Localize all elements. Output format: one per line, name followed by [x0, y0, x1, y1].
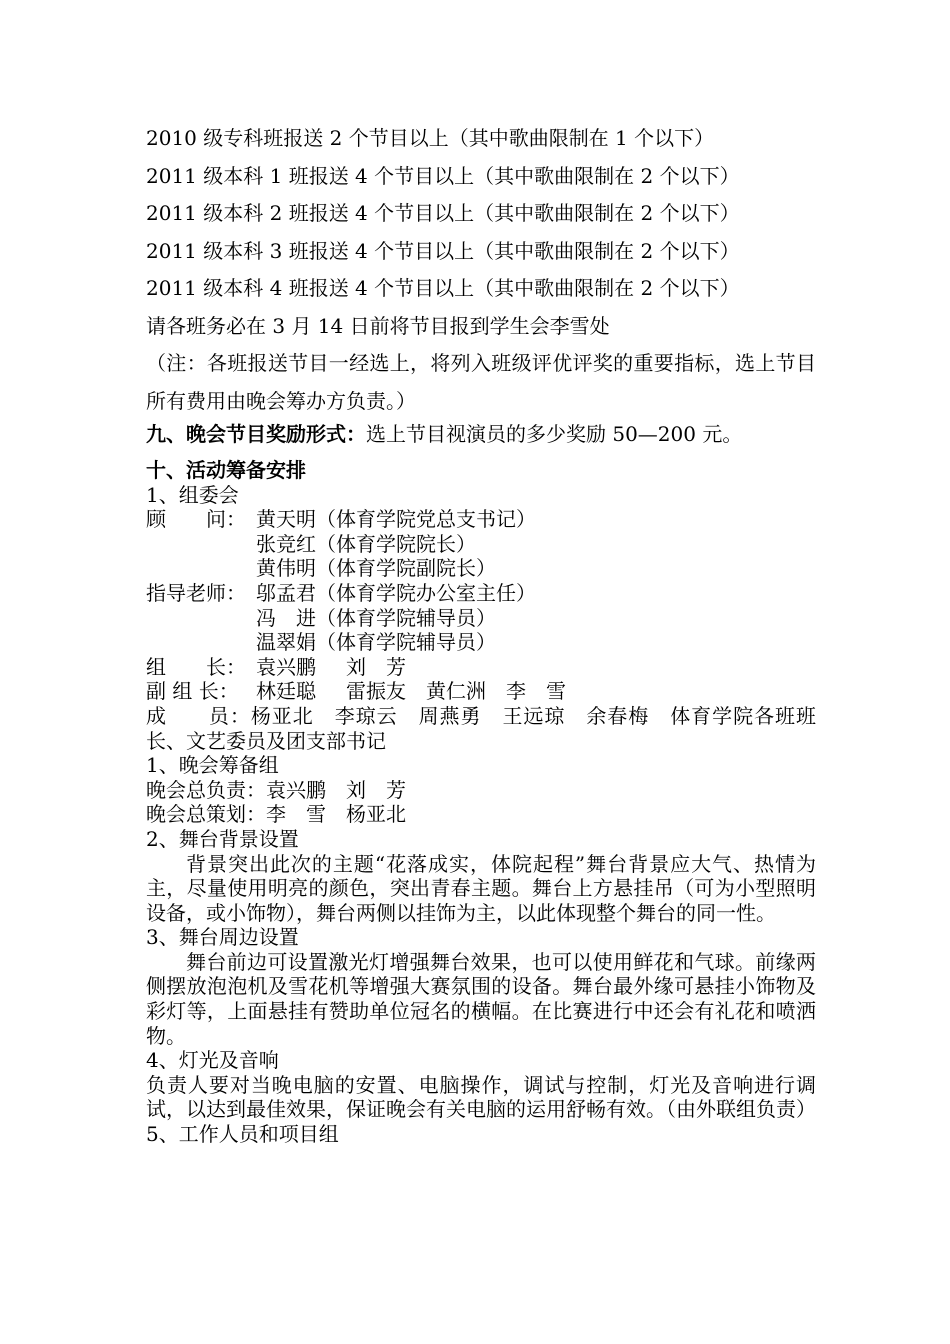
staff-group-title: 5、工作人员和项目组 — [146, 1122, 339, 1147]
vice-leader-label: 副 组 长： — [146, 679, 239, 704]
quota-line: 2011 级本科 4 班报送 4 个节目以上（其中歌曲限制在 2 个以下） — [146, 276, 740, 300]
advisor-name: 张竞红（体育学院院长） — [256, 531, 476, 556]
advisor-name: 黄伟明（体育学院副院长） — [256, 556, 496, 581]
advisor-name: 黄天明（体育学院党总支书记） — [256, 507, 536, 532]
advisor-row — [146, 556, 816, 581]
advisor-row — [146, 507, 816, 532]
vice-leader-row — [146, 679, 816, 704]
quota-line: 2011 级本科 1 班报送 4 个节目以上（其中歌曲限制在 2 个以下） — [146, 163, 740, 188]
prep-group-title: 1、晚会筹备组 — [146, 753, 279, 778]
teacher-name: 邬孟君（体育学院办公室主任） — [256, 580, 536, 605]
leader-label: 组 长： — [146, 654, 246, 679]
lighting-sound-title: 4、灯光及音响 — [146, 1048, 279, 1073]
section-9 — [146, 416, 742, 453]
leader-name: 刘 芳 — [346, 654, 406, 679]
chief-label: 晚会总负责： — [146, 777, 266, 802]
lighting-sound-text: 负责人要对当晚电脑的安置、电脑操作，调试与控制，灯光及音响进行调试，以达到最佳效果，保证晚会有关电脑的运用舒畅有效。（由外联组负责） — [146, 1072, 816, 1122]
teacher-label: 指导老师： — [146, 580, 246, 605]
section-9-heading: 九、晚会节目奖励形式： — [146, 422, 366, 446]
quota-line: 2011 级本科 3 班报送 4 个节目以上（其中歌曲限制在 2 个以下） — [146, 238, 740, 263]
quota-line: 2010 级专科班报送 2 个节目以上（其中歌曲限制在 1 个以下） — [146, 126, 715, 150]
vice-leader-name: 李 雪 — [506, 679, 566, 704]
teacher-row — [146, 581, 816, 606]
stage-surroundings-text: 舞台前边可设置激光灯增强舞台效果，也可以使用鲜花和气球。前缘两侧摆放泡泡机及雪花机等增强大赛氛围的设备。舞台最外缘可悬挂小饰物及彩灯等，上面悬挂有赞助单位冠名的横幅。在比赛进行中还会有礼花和喷洒物。 — [146, 949, 816, 1048]
program-quota-block — [146, 120, 816, 420]
deadline-line: 请各班务必在 3 月 14 日前将节目报到学生会李雪处 — [146, 313, 610, 338]
leader-name: 袁兴鹏 — [256, 654, 316, 679]
member-label: 成 员： — [146, 703, 251, 728]
stage-background-title: 2、舞台背景设置 — [146, 826, 299, 851]
vice-leader-name: 雷振友 — [346, 679, 406, 704]
section-10-heading: 十、活动筹备安排 — [146, 458, 306, 482]
chief-row — [146, 778, 816, 803]
leader-row — [146, 655, 816, 680]
planner-names: 李 雪 杨亚北 — [266, 802, 406, 827]
vice-leader-name: 黄仁洲 — [426, 679, 486, 704]
teacher-row — [146, 606, 816, 631]
planner-label: 晚会总策划： — [146, 802, 266, 827]
vice-leader-name: 林廷聪 — [256, 679, 316, 704]
advisor-row — [146, 532, 816, 557]
teacher-name: 温翠娟（体育学院辅导员） — [256, 630, 496, 655]
planner-row — [146, 802, 816, 827]
quota-line: 2011 级本科 2 班报送 4 个节目以上（其中歌曲限制在 2 个以下） — [146, 201, 740, 225]
stage-surroundings-title: 3、舞台周边设置 — [146, 925, 299, 950]
member-row — [146, 704, 816, 753]
committee-title: 1、组委会 — [146, 482, 239, 507]
stage-background-text: 背景突出此次的主题“花落成实，体院起程”舞台背景应大气、热情为主，尽量使用明亮的颜色，突出青春主题。舞台上方悬挂吊（可为小型照明设备，或小饰物），舞台两侧以挂饰为主，以此体现整个舞台的同一性。 — [146, 851, 816, 925]
member-list: 杨亚北 李琼云 周燕勇 王远琼 余春梅 体育学院各班班长、文艺委员及团支部书记 — [146, 703, 817, 753]
teacher-name: 冯 进（体育学院辅导员） — [256, 605, 496, 630]
section-10 — [146, 458, 816, 1147]
note-paragraph: （注：各班报送节目一经选上，将列入班级评优评奖的重要指标，选上节目所有费用由晚会筹办方负责。） — [146, 351, 816, 413]
advisor-label: 顾 问： — [146, 507, 246, 532]
section-9-text: 选上节目视演员的多少奖励 50—200 元。 — [366, 422, 743, 446]
chief-names: 袁兴鹏 刘 芳 — [266, 777, 406, 802]
teacher-row — [146, 630, 816, 655]
